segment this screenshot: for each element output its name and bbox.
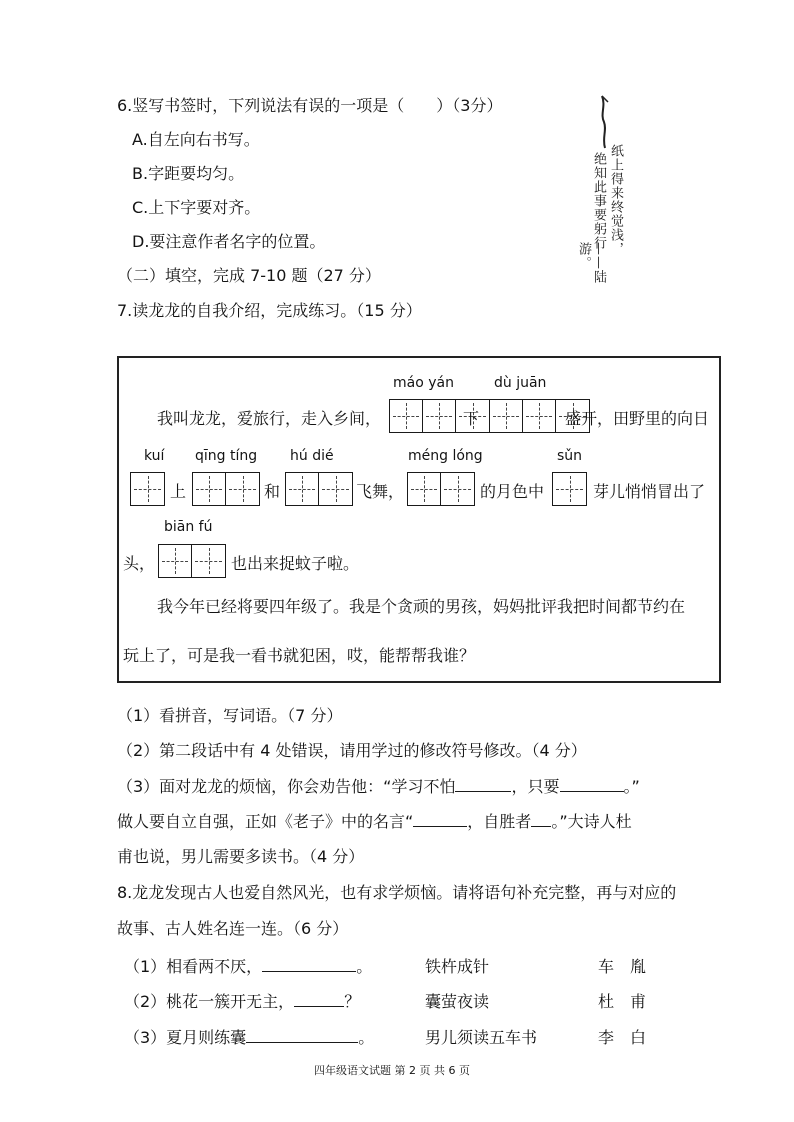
q7-sub1: （1）看拼音，写词语。（7 分）: [117, 706, 343, 725]
passage-line2-d: 的月色中: [480, 482, 545, 501]
calligraphy-column-2: 绝知此事要躬行: [591, 152, 606, 250]
q7-stem: 7.读龙龙的自我介绍，完成练习。（15 分）: [117, 301, 422, 320]
passage-line2-b: 和: [264, 482, 281, 501]
calligraphy-column-1: 纸上得来终觉浅，: [608, 144, 623, 256]
q8-row-end: 。: [358, 1028, 375, 1047]
passage-line3-a: 头，: [123, 554, 156, 573]
q7-sub3-line2-a: 做人要自立自强，正如《老子》中的名言“: [117, 812, 414, 831]
answer-grid-sun[interactable]: [552, 472, 587, 506]
q8-row-1-left: [124, 957, 372, 977]
pinyin-hudie: hú dié: [290, 448, 334, 464]
passage-line1-c: 盛开，田野里的向日: [565, 409, 710, 428]
answer-blank[interactable]: [262, 957, 356, 972]
q7-sub3-text-c: 。”: [623, 777, 640, 796]
q8-row-text: （1）相看两不厌，: [124, 957, 263, 976]
q6-option-b: B.字距要均匀。: [132, 164, 245, 183]
pinyin-maoyan: máo yán: [393, 375, 454, 391]
q8-row-2-story: 囊萤夜读: [425, 992, 490, 1011]
q7-sub3-line2: [117, 812, 632, 832]
answer-grid-bianfu[interactable]: [158, 544, 226, 578]
q8-row-3-name: 李 白: [598, 1028, 647, 1047]
page-footer: 四年级语文试题 第 2 页 共 6 页: [314, 1064, 470, 1077]
q8-row-3-story: 男儿须读五车书: [425, 1028, 538, 1047]
section-heading: （二）填空，完成 7-10 题（27 分）: [117, 266, 381, 285]
passage-line3-b: 也出来捉蚊子啦。: [231, 554, 360, 573]
q7-sub3-line3: 甫也说，男儿需要多读书。（4 分）: [117, 847, 365, 866]
passage-line1-a: 我叫龙龙，爱旅行，走入乡间，: [157, 409, 382, 428]
q8-row-3-left: [124, 1028, 374, 1048]
pinyin-sun: sǔn: [557, 448, 583, 464]
pinyin-kui: kuí: [144, 448, 165, 464]
q6-option-d: D.要注意作者名字的位置。: [132, 232, 326, 251]
answer-grid-kui[interactable]: [130, 472, 165, 506]
answer-blank[interactable]: [455, 777, 511, 792]
q8-stem-line2: 故事、古人姓名连一连。（6 分）: [117, 919, 349, 938]
passage-para2-line2: 玩上了，可是我一看书就犯困，哎，能帮帮我谁？: [123, 646, 476, 665]
passage-line1-b: 下: [463, 409, 480, 428]
passage-line2-e: 芽儿悄悄冒出了: [593, 482, 706, 501]
calligraphy-signature: ——陆游。: [576, 242, 606, 284]
answer-blank[interactable]: [560, 777, 624, 792]
q7-sub2: （2）第二段话中有 4 处错误，请用学过的修改符号修改。（4 分）: [117, 741, 587, 760]
q8-stem-line1: 8.龙龙发现古人也爱自然风光，也有求学烦恼。请将语句补充完整，再与对应的: [117, 883, 677, 902]
q7-sub3-text-a: （3）面对龙龙的烦恼，你会劝告他：“学习不怕: [117, 777, 456, 796]
q8-row-2-left: [124, 992, 360, 1012]
q8-row-text: （2）桃花一簇开无主，: [124, 992, 295, 1011]
q7-sub3-line2-c: 。”大诗人杜: [551, 812, 632, 831]
tassel-icon: [592, 92, 622, 152]
passage-para2-line1: 我今年已经将要四年级了。我是个贪顽的男孩，妈妈批评我把时间都节约在: [157, 597, 686, 616]
passage-line2-a: 上: [170, 482, 187, 501]
q8-row-end: ？: [344, 992, 361, 1011]
pinyin-menglong: méng lóng: [408, 448, 483, 464]
answer-grid-hudie[interactable]: [285, 472, 353, 506]
pinyin-bianfu: biān fú: [164, 519, 213, 535]
q7-sub3-line2-b: ，自胜者: [467, 812, 532, 831]
q7-sub3-text-b: ，只要: [511, 777, 560, 796]
answer-grid-menglong[interactable]: [407, 472, 475, 506]
q8-row-end: 。: [356, 957, 373, 976]
calligraphy-bookmark: [578, 92, 638, 297]
pinyin-dujuan: dù juān: [494, 375, 547, 391]
q8-row-2-name: 杜 甫: [598, 992, 647, 1011]
q8-row-text: （3）夏月则练囊: [124, 1028, 247, 1047]
answer-blank[interactable]: [531, 812, 551, 827]
pinyin-qingting: qīng tíng: [195, 448, 258, 464]
q8-row-1-story: 铁杵成针: [425, 957, 490, 976]
answer-blank[interactable]: [246, 1028, 358, 1043]
q6-option-c: C.上下字要对齐。: [132, 198, 261, 217]
passage-line2-c: 飞舞，: [356, 482, 405, 501]
q8-row-1-name: 车 胤: [598, 957, 647, 976]
answer-blank[interactable]: [294, 992, 344, 1007]
q7-sub3-line1: [117, 777, 640, 797]
q6-option-a: A.自左向右书写。: [132, 130, 260, 149]
answer-blank[interactable]: [413, 812, 467, 827]
q6-stem: 6.竖写书签时，下列说法有误的一项是（ ）（3分）: [117, 96, 503, 115]
answer-grid-qingting[interactable]: [192, 472, 260, 506]
